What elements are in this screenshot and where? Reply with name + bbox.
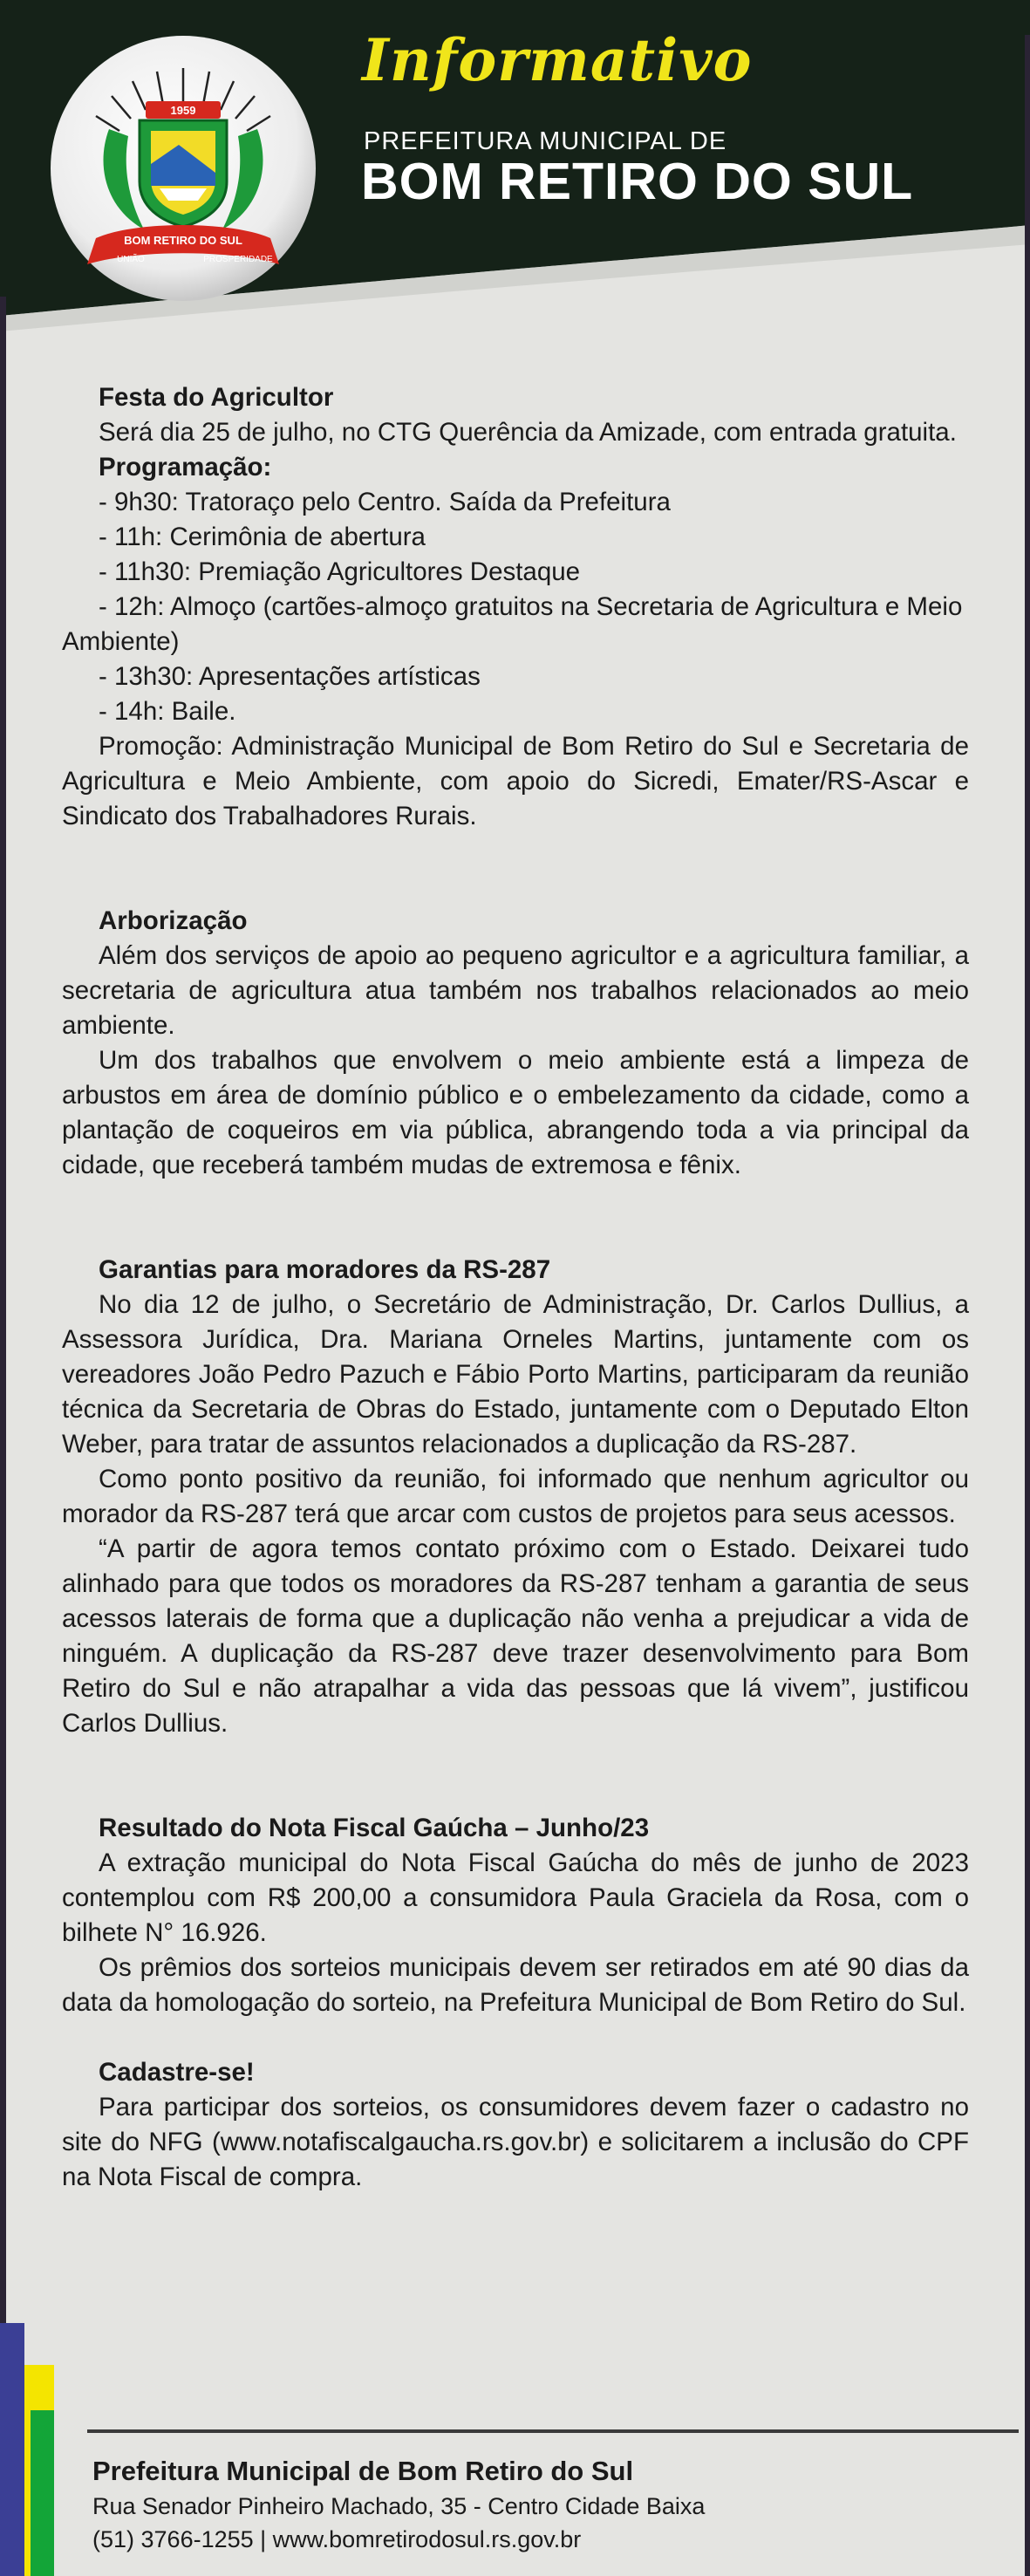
program-item: - 11h: Cerimônia de abertura: [99, 523, 426, 551]
footer-contact: (51) 3766-1255 | www.bomretirodosul.rs.gov.br: [92, 2526, 582, 2552]
garantias-quote: “A partir de agora temos contato próximo com o Estado. Deixarei tudo alinhado para que todos os moradores da RS-287 tenham a garantia de seus acessos laterais de forma que a duplicação não venha a prejudicar a vida de ninguém. A duplicação da RS-287 deve trazer desenvolvimento para Bom Retiro do Sul e não atrapalhar a vida das pessoas que lá vivem”, justificou Carlos Dullius.: [62, 1534, 969, 1738]
crest-right-motto: PROSPERIDADE: [203, 255, 273, 264]
program-item: - 9h30: Tratoraço pelo Centro. Saída da Prefeitura: [99, 488, 671, 516]
footer-address: Rua Senador Pinheiro Machado, 35 - Centro Cidade Baixa: [92, 2493, 706, 2519]
program-item: - 11h30: Premiação Agricultores Destaque: [99, 557, 581, 586]
arborizacao-title: Arborização: [99, 906, 248, 935]
program-item: - 14h: Baile.: [99, 697, 236, 726]
nota-fiscal-title: Resultado do Nota Fiscal Gaúcha – Junho/23: [99, 1814, 650, 1842]
program-item: - 13h30: Apresentações artísticas: [99, 662, 481, 691]
informativo-title: Informativo: [362, 26, 753, 94]
nota-fiscal-paragraph: Os prêmios dos sorteios municipais devem ser retirados em até 90 dias da data da homologação do sorteio, na Prefeitura Municipal de Bom Retiro do Sul.: [62, 1953, 969, 2017]
garantias-title: Garantias para moradores da RS-287: [99, 1255, 551, 1284]
crest-left-motto: UNIÃO: [117, 255, 145, 264]
programacao-title: Programação:: [99, 453, 272, 482]
footer-organization: Prefeitura Municipal de Bom Retiro do Sul: [92, 2456, 634, 2486]
cadastro-title: Cadastre-se!: [99, 2058, 255, 2087]
cadastro-paragraph: Para participar dos sorteios, os consumidores devem fazer o cadastro no site do NFG (www.notafiscalgaucha.rs.gov.br) e solicitarem a inclusão do CPF na Nota Fiscal de compra.: [62, 2093, 969, 2191]
arborizacao-paragraph: Além dos serviços de apoio ao pequeno agricultor e a agricultura familiar, a secretaria de agricultura atua também nos trabalhos relacionados ao meio ambiente.: [62, 941, 969, 1040]
nota-fiscal-paragraph: A extração municipal do Nota Fiscal Gaúcha do mês de junho de 2023 contemplou com R$ 200,00 a consumidora Paula Graciela da Rosa, com o bilhete N° 16.926.: [62, 1848, 969, 1947]
garantias-paragraph: No dia 12 de julho, o Secretário de Administração, Dr. Carlos Dullius, a Assessora Jurídica, Dra. Mariana Orneles Martins, juntamente com os vereadores João Pedro Pazuch e Fábio Porto Martins, participaram da reunião técnica da Secretaria de Obras do Estado, juntamente com o Deputado Elton Weber, para tratar de assuntos relacionados a duplicação da RS-287.: [62, 1290, 969, 1459]
festa-promo: Promoção: Administração Municipal de Bom Retiro do Sul e Secretaria de Agricultura e Meio Ambiente, com apoio do Sicredi, Emater/RS-Ascar e Sindicato dos Trabalhadores Rurais.: [62, 732, 969, 830]
svg-text:1959: 1959: [170, 104, 196, 117]
city-name-title: BOM RETIRO DO SUL: [361, 153, 914, 210]
footer-divider: [87, 2429, 1019, 2433]
program-item: - 12h: Almoço (cartões-almoço gratuitos na Secretaria de Agricultura e Meio Ambiente): [62, 592, 963, 656]
right-border: [1025, 35, 1030, 2576]
article-content: [62, 380, 969, 2195]
prefeitura-subtitle: PREFEITURA MUNICIPAL DE: [364, 127, 727, 155]
municipal-crest-logo: [48, 33, 318, 304]
flag-color-stripes: [0, 2323, 54, 2576]
festa-title: Festa do Agricultor: [99, 383, 334, 412]
garantias-paragraph: Como ponto positivo da reunião, foi informado que nenhum agricultor ou morador da RS-287 terá que arcar com custos de projetos para seus acessos.: [62, 1465, 969, 1528]
arborizacao-paragraph: Um dos trabalhos que envolvem o meio ambiente está a limpeza de arbustos em área de domínio público e o embelezamento da cidade, como a plantação de coqueiros em via pública, abrangendo toda a via principal da cidade, que receberá também mudas de extremosa e fênix.: [62, 1046, 969, 1179]
left-border: [0, 297, 6, 2390]
festa-intro: Será dia 25 de julho, no CTG Querência da Amizade, com entrada gratuita.: [99, 418, 957, 447]
crest-banner-text: BOM RETIRO DO SUL: [124, 234, 242, 247]
